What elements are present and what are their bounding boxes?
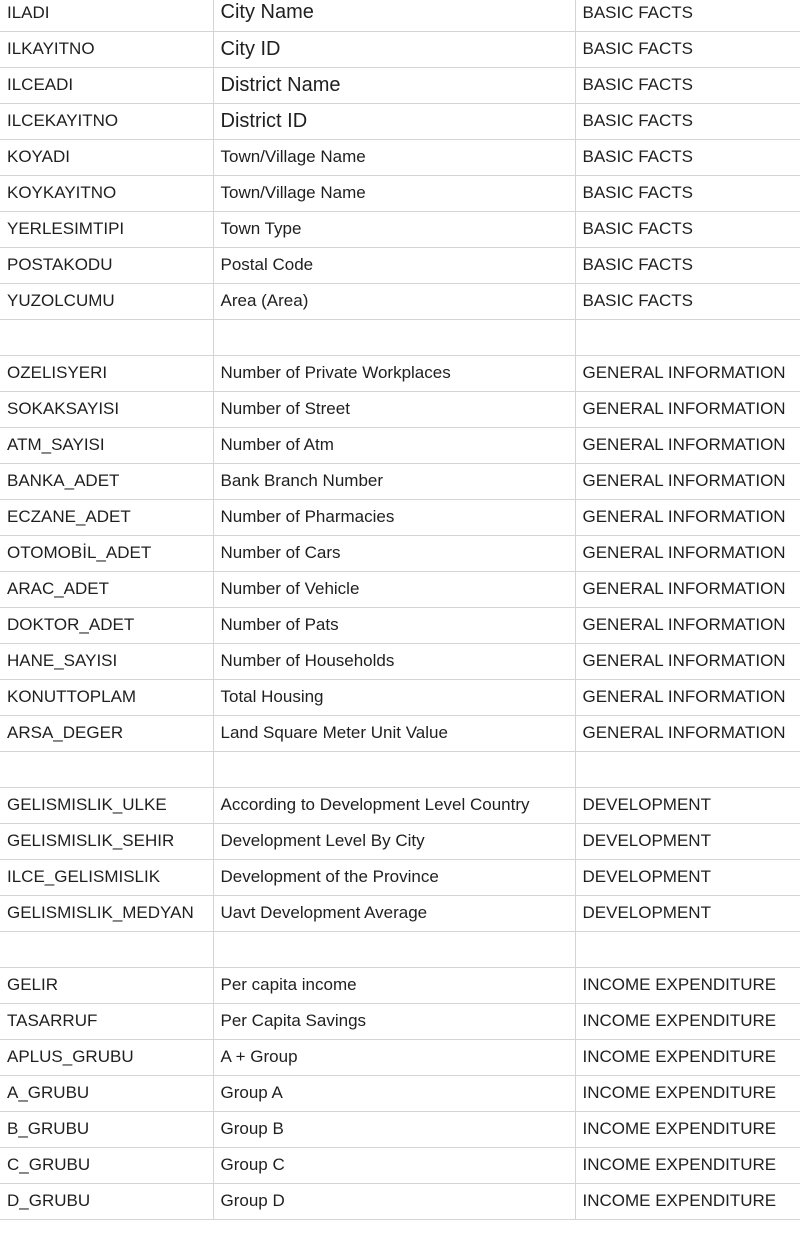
table-row xyxy=(0,823,800,859)
table-row xyxy=(0,1003,800,1039)
category-cell[interactable]: DEVELOPMENT xyxy=(575,859,800,895)
table-row xyxy=(0,0,800,31)
field-name-cell[interactable]: OZELISYERI xyxy=(0,355,213,391)
table-row xyxy=(0,499,800,535)
field-name-cell[interactable]: DOKTOR_ADET xyxy=(0,607,213,643)
category-cell[interactable]: GENERAL INFORMATION xyxy=(575,679,800,715)
field-name-cell[interactable]: SOKAKSAYISI xyxy=(0,391,213,427)
field-name-cell[interactable]: ILCE_GELISMISLIK xyxy=(0,859,213,895)
description-cell[interactable] xyxy=(213,319,575,355)
description-cell[interactable]: Group C xyxy=(213,1147,575,1183)
description-cell[interactable]: District Name xyxy=(213,67,575,103)
category-cell[interactable]: INCOME EXPENDITURE xyxy=(575,1147,800,1183)
field-name-cell[interactable]: TASARRUF xyxy=(0,1003,213,1039)
category-cell[interactable]: INCOME EXPENDITURE xyxy=(575,1075,800,1111)
field-name-cell[interactable]: A_GRUBU xyxy=(0,1075,213,1111)
description-cell[interactable]: Number of Households xyxy=(213,643,575,679)
field-name-cell[interactable]: YUZOLCUMU xyxy=(0,283,213,319)
field-name-cell[interactable]: GELISMISLIK_SEHIR xyxy=(0,823,213,859)
description-cell[interactable]: Per Capita Savings xyxy=(213,1003,575,1039)
field-name-cell[interactable]: BANKA_ADET xyxy=(0,463,213,499)
field-name-cell[interactable]: ILCEKAYITNO xyxy=(0,103,213,139)
category-cell[interactable]: BASIC FACTS xyxy=(575,211,800,247)
description-cell[interactable]: Number of Pharmacies xyxy=(213,499,575,535)
description-cell[interactable]: According to Development Level Country xyxy=(213,787,575,823)
field-name-cell[interactable]: KOYKAYITNO xyxy=(0,175,213,211)
category-cell[interactable]: GENERAL INFORMATION xyxy=(575,571,800,607)
description-cell[interactable]: Number of Private Workplaces xyxy=(213,355,575,391)
category-cell[interactable]: BASIC FACTS xyxy=(575,103,800,139)
category-cell[interactable]: GENERAL INFORMATION xyxy=(575,355,800,391)
field-name-cell[interactable]: YERLESIMTIPI xyxy=(0,211,213,247)
field-name-cell[interactable]: ILKAYITNO xyxy=(0,31,213,67)
category-cell[interactable]: BASIC FACTS xyxy=(575,139,800,175)
category-cell[interactable]: BASIC FACTS xyxy=(575,175,800,211)
description-cell[interactable] xyxy=(213,751,575,787)
category-cell[interactable]: GENERAL INFORMATION xyxy=(575,391,800,427)
table-row xyxy=(0,463,800,499)
category-cell[interactable]: GENERAL INFORMATION xyxy=(575,427,800,463)
description-cell[interactable]: Group D xyxy=(213,1183,575,1219)
category-cell[interactable]: BASIC FACTS xyxy=(575,31,800,67)
field-name-cell[interactable]: HANE_SAYISI xyxy=(0,643,213,679)
description-cell[interactable]: Group A xyxy=(213,1075,575,1111)
field-name-cell[interactable]: D_GRUBU xyxy=(0,1183,213,1219)
category-cell[interactable]: GENERAL INFORMATION xyxy=(575,643,800,679)
field-name-cell[interactable]: ARAC_ADET xyxy=(0,571,213,607)
table-row xyxy=(0,859,800,895)
field-name-cell[interactable]: ILADI xyxy=(0,0,213,31)
field-name-cell[interactable]: GELISMISLIK_MEDYAN xyxy=(0,895,213,931)
description-cell[interactable]: Development Level By City xyxy=(213,823,575,859)
table-row xyxy=(0,1183,800,1219)
table-row xyxy=(0,427,800,463)
field-name-cell[interactable]: ARSA_DEGER xyxy=(0,715,213,751)
table-row xyxy=(0,715,800,751)
category-cell[interactable]: INCOME EXPENDITURE xyxy=(575,967,800,1003)
field-name-cell[interactable]: B_GRUBU xyxy=(0,1111,213,1147)
table-row xyxy=(0,355,800,391)
field-name-cell[interactable]: OTOMOBİL_ADET xyxy=(0,535,213,571)
description-cell[interactable]: Group B xyxy=(213,1111,575,1147)
field-name-cell[interactable] xyxy=(0,319,213,355)
field-name-cell[interactable]: GELISMISLIK_ULKE xyxy=(0,787,213,823)
category-cell[interactable]: INCOME EXPENDITURE xyxy=(575,1003,800,1039)
field-name-cell[interactable]: KOYADI xyxy=(0,139,213,175)
table-row xyxy=(0,1147,800,1183)
category-cell[interactable] xyxy=(575,931,800,967)
category-cell[interactable]: INCOME EXPENDITURE xyxy=(575,1183,800,1219)
category-cell[interactable]: BASIC FACTS xyxy=(575,0,800,31)
table-row xyxy=(0,103,800,139)
category-cell[interactable]: DEVELOPMENT xyxy=(575,895,800,931)
description-cell[interactable]: Uavt Development Average xyxy=(213,895,575,931)
category-cell[interactable]: INCOME EXPENDITURE xyxy=(575,1111,800,1147)
table-row xyxy=(0,139,800,175)
table-row xyxy=(0,1111,800,1147)
category-cell[interactable]: BASIC FACTS xyxy=(575,283,800,319)
table-row xyxy=(0,1075,800,1111)
field-name-cell[interactable]: ECZANE_ADET xyxy=(0,499,213,535)
category-cell[interactable] xyxy=(575,319,800,355)
table-row xyxy=(0,1039,800,1075)
category-cell[interactable]: GENERAL INFORMATION xyxy=(575,499,800,535)
field-name-cell[interactable]: C_GRUBU xyxy=(0,1147,213,1183)
description-cell[interactable]: City ID xyxy=(213,31,575,67)
description-cell[interactable]: Number of Pats xyxy=(213,607,575,643)
table-row xyxy=(0,535,800,571)
category-cell[interactable]: INCOME EXPENDITURE xyxy=(575,1039,800,1075)
description-cell[interactable]: Area (Area) xyxy=(213,283,575,319)
category-cell[interactable]: GENERAL INFORMATION xyxy=(575,607,800,643)
table-row xyxy=(0,643,800,679)
table-row xyxy=(0,67,800,103)
table-row xyxy=(0,283,800,319)
table-row xyxy=(0,607,800,643)
empty-row xyxy=(0,931,800,967)
description-cell[interactable]: Postal Code xyxy=(213,247,575,283)
table-row xyxy=(0,679,800,715)
description-cell[interactable]: City Name xyxy=(213,0,575,31)
table-row xyxy=(0,571,800,607)
table-row xyxy=(0,211,800,247)
description-cell[interactable]: Number of Atm xyxy=(213,427,575,463)
field-name-cell[interactable]: POSTAKODU xyxy=(0,247,213,283)
field-name-cell[interactable]: GELIR xyxy=(0,967,213,1003)
description-cell[interactable]: District ID xyxy=(213,103,575,139)
table-row xyxy=(0,31,800,67)
category-cell[interactable]: GENERAL INFORMATION xyxy=(575,535,800,571)
category-cell[interactable]: BASIC FACTS xyxy=(575,247,800,283)
field-name-cell[interactable]: ATM_SAYISI xyxy=(0,427,213,463)
table-row xyxy=(0,247,800,283)
empty-row xyxy=(0,751,800,787)
category-cell[interactable]: BASIC FACTS xyxy=(575,67,800,103)
field-name-cell[interactable] xyxy=(0,751,213,787)
table-row xyxy=(0,895,800,931)
description-cell[interactable]: Land Square Meter Unit Value xyxy=(213,715,575,751)
description-cell[interactable]: Number of Street xyxy=(213,391,575,427)
table-row xyxy=(0,391,800,427)
table-row xyxy=(0,175,800,211)
field-name-cell[interactable]: ILCEADI xyxy=(0,67,213,103)
category-cell[interactable]: DEVELOPMENT xyxy=(575,823,800,859)
description-cell[interactable]: Town/Village Name xyxy=(213,175,575,211)
field-name-cell[interactable]: KONUTTOPLAM xyxy=(0,679,213,715)
description-cell[interactable]: Per capita income xyxy=(213,967,575,1003)
table-row xyxy=(0,967,800,1003)
description-cell[interactable]: Town/Village Name xyxy=(213,139,575,175)
description-cell[interactable]: Number of Vehicle xyxy=(213,571,575,607)
description-cell[interactable]: A + Group xyxy=(213,1039,575,1075)
category-cell[interactable] xyxy=(575,751,800,787)
description-cell[interactable]: Total Housing xyxy=(213,679,575,715)
field-name-cell[interactable]: APLUS_GRUBU xyxy=(0,1039,213,1075)
description-cell[interactable]: Town Type xyxy=(213,211,575,247)
description-cell[interactable]: Number of Cars xyxy=(213,535,575,571)
field-name-cell[interactable] xyxy=(0,931,213,967)
category-cell[interactable]: GENERAL INFORMATION xyxy=(575,463,800,499)
table-row xyxy=(0,787,800,823)
description-cell[interactable]: Development of the Province xyxy=(213,859,575,895)
description-cell[interactable] xyxy=(213,931,575,967)
category-cell[interactable]: DEVELOPMENT xyxy=(575,787,800,823)
category-cell[interactable]: GENERAL INFORMATION xyxy=(575,715,800,751)
empty-row xyxy=(0,319,800,355)
description-cell[interactable]: Bank Branch Number xyxy=(213,463,575,499)
